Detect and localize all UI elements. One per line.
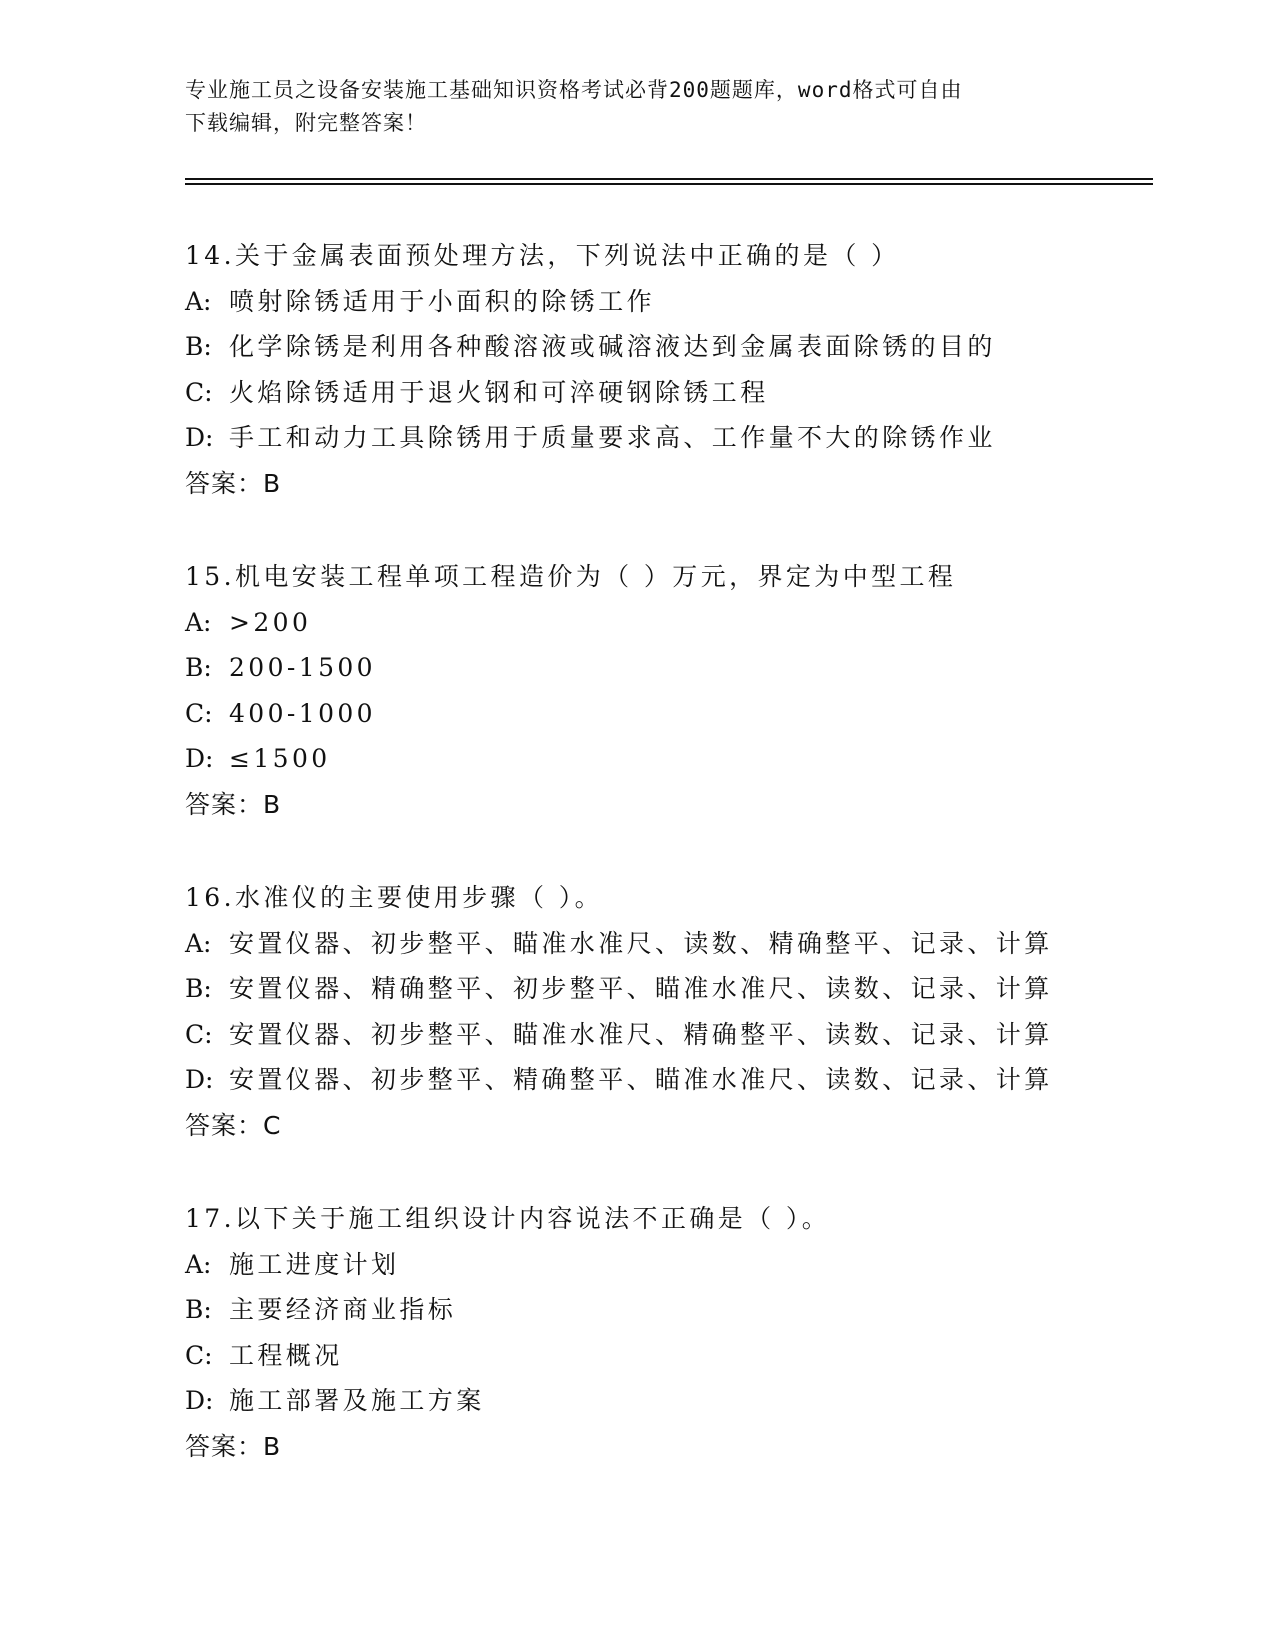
question-15 — [185, 554, 1145, 827]
option-text: 安置仪器、精确整平、初步整平、瞄准水准尺、读数、记录、计算 — [229, 974, 1053, 1003]
option-key: D: — [185, 423, 214, 452]
option-d — [185, 736, 1145, 782]
option-b — [185, 645, 1145, 691]
document-header — [185, 74, 1065, 140]
option-a — [185, 921, 1145, 967]
option-c — [185, 1012, 1145, 1058]
question-list — [185, 233, 1145, 1469]
question-stem: 15.机电安装工程单项工程造价为（ ）万元，界定为中型工程 — [185, 562, 957, 591]
option-c — [185, 691, 1145, 737]
option-key: D: — [185, 1065, 214, 1094]
option-d — [185, 415, 1145, 461]
option-a — [185, 1242, 1145, 1288]
option-text: 安置仪器、初步整平、瞄准水准尺、读数、精确整平、记录、计算 — [229, 928, 1053, 958]
header-line-1: 专业施工员之设备安装施工基础知识资格考试必背200题题库，word格式可自由 — [185, 78, 963, 102]
option-key: B: — [185, 974, 212, 1003]
option-key: A: — [185, 607, 212, 637]
option-b — [185, 324, 1145, 370]
option-text: 安置仪器、初步整平、精确整平、瞄准水准尺、读数、记录、计算 — [229, 1065, 1053, 1094]
option-key: C: — [185, 1019, 213, 1049]
option-key: D: — [185, 744, 214, 773]
option-key: A: — [185, 1249, 212, 1279]
option-key: C: — [185, 377, 213, 407]
option-key: A: — [185, 928, 212, 958]
option-text: 喷射除锈适用于小面积的除锈工作 — [229, 286, 656, 316]
option-key: C: — [185, 698, 213, 728]
question-stem: 17.以下关于施工组织设计内容说法不正确是（ ）。 — [185, 1204, 831, 1233]
option-key: B: — [185, 653, 212, 682]
answer-line: 答案：B — [185, 1431, 282, 1461]
question-16 — [185, 875, 1145, 1148]
option-a — [185, 279, 1145, 325]
header-line-2: 下载编辑，附完整答案！ — [185, 111, 427, 135]
option-text: 安置仪器、初步整平、瞄准水准尺、精确整平、读数、记录、计算 — [229, 1019, 1053, 1049]
option-d — [185, 1378, 1145, 1424]
option-b — [185, 966, 1145, 1012]
option-text: 工程概况 — [229, 1340, 343, 1370]
option-text: 手工和动力工具除锈用于质量要求高、工作量不大的除锈作业 — [229, 423, 996, 452]
option-b — [185, 1287, 1145, 1333]
answer-line: 答案：B — [185, 468, 282, 498]
option-key: A: — [185, 286, 212, 316]
option-key: D: — [185, 1386, 214, 1415]
option-c — [185, 1333, 1145, 1379]
option-text: 主要经济商业指标 — [229, 1295, 457, 1324]
question-17 — [185, 1196, 1145, 1469]
answer-line: 答案：C — [185, 1110, 282, 1140]
header-divider-top — [185, 178, 1153, 180]
option-text: 施工部署及施工方案 — [229, 1386, 485, 1415]
question-stem: 14.关于金属表面预处理方法，下列说法中正确的是（ ） — [185, 241, 900, 270]
option-c — [185, 370, 1145, 416]
header-divider-bottom — [185, 183, 1153, 185]
answer-line: 答案：B — [185, 789, 282, 819]
option-key: C: — [185, 1340, 213, 1370]
option-text: 施工进度计划 — [229, 1249, 400, 1279]
option-key: B: — [185, 1295, 212, 1324]
question-stem: 16.水准仪的主要使用步骤（ ）。 — [185, 883, 604, 912]
option-text: ≤1500 — [229, 744, 331, 773]
question-14 — [185, 233, 1145, 506]
option-a — [185, 600, 1145, 646]
option-d — [185, 1057, 1145, 1103]
option-text: 200-1500 — [229, 653, 376, 682]
option-text: 化学除锈是利用各种酸溶液或碱溶液达到金属表面除锈的目的 — [229, 332, 996, 361]
option-key: B: — [185, 332, 212, 361]
option-text: 400-1000 — [229, 698, 376, 728]
option-text: >200 — [229, 607, 312, 637]
option-text: 火焰除锈适用于退火钢和可淬硬钢除锈工程 — [229, 377, 769, 407]
